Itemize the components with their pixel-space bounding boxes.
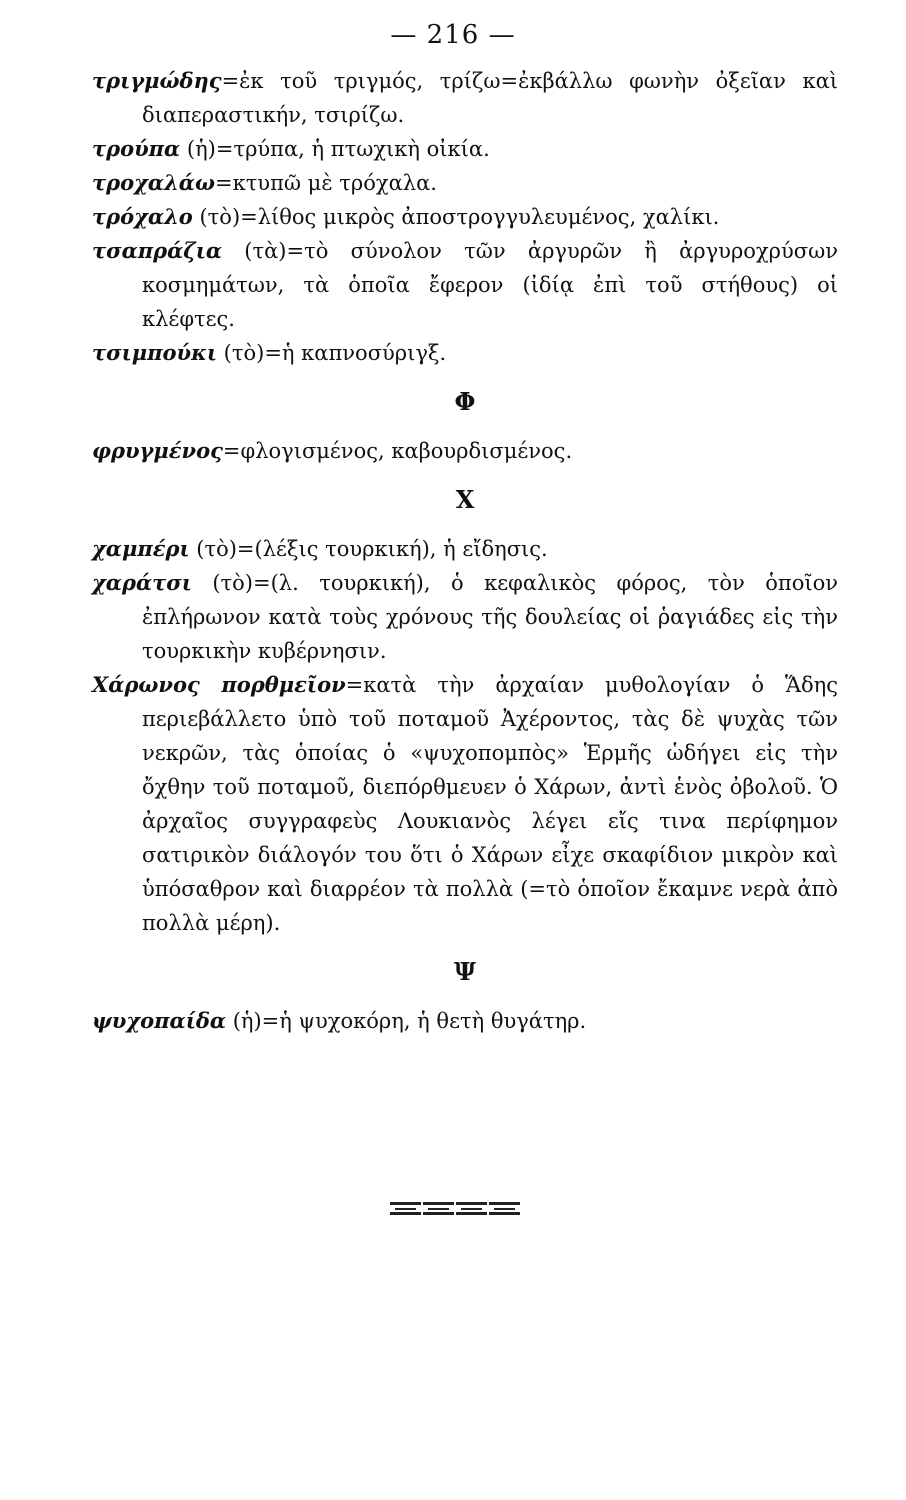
headword: τρόχαλο bbox=[92, 204, 193, 229]
glossary-entry bbox=[92, 132, 838, 166]
end-ornament bbox=[390, 1202, 520, 1215]
headword: χαμπέρι bbox=[92, 536, 190, 561]
glossary-content bbox=[92, 64, 838, 1038]
ornament-segment bbox=[456, 1202, 487, 1215]
definition: (τὰ)=τὸ σύνολον τῶν ἀργυρῶν ἢ ἀργυροχρύσων κοσμημάτων, τὰ ὁποῖα ἔφερον (ἰδίᾳ ἐπὶ τοῦ στήθους) οἱ κλέφτες. bbox=[142, 239, 838, 331]
headword: τριγμώδης bbox=[92, 68, 222, 93]
headword: Χάρωνος πορθμεῖον bbox=[92, 672, 346, 697]
glossary-entry bbox=[92, 336, 838, 370]
glossary-entry bbox=[92, 532, 838, 566]
glossary-entry bbox=[92, 668, 838, 940]
glossary-entry bbox=[92, 1004, 838, 1038]
glossary-entry bbox=[92, 434, 838, 468]
glossary-entry bbox=[92, 566, 838, 668]
definition: (τὸ)=(λέξις τουρκική), ἡ εἴδησις. bbox=[189, 537, 548, 561]
glossary-entry bbox=[92, 234, 838, 336]
ornament-segment bbox=[390, 1202, 421, 1215]
definition: =κτυπῶ μὲ τρόχαλα. bbox=[214, 171, 437, 195]
definition: (τὸ)=(λ. τουρκική), ὁ κεφαλικὸς φόρος, τὸν ὁποῖον ἐπλήρωνον κατὰ τοὺς χρόνους τῆς δουλείας οἱ ῥαγιάδες εἰς τὴν τουρκικὴν κυβέρνησιν. bbox=[142, 571, 838, 663]
glossary-entry bbox=[92, 64, 838, 132]
glossary-entry bbox=[92, 166, 838, 200]
headword: ψυχοπαίδα bbox=[92, 1008, 227, 1033]
definition: =ἐκ τοῦ τριγμός, τρίζω=ἐκβάλλω φωνὴν ὀξεῖαν καὶ διαπεραστικήν, τσιρίζω. bbox=[142, 69, 838, 127]
glossary-entry bbox=[92, 200, 838, 234]
section-letter-chi: Χ bbox=[455, 485, 475, 514]
definition: (τὸ)=λίθος μικρὸς ἀποστρογγυλευμένος, χαλίκι. bbox=[192, 205, 720, 229]
section-letter-phi: Φ bbox=[454, 387, 476, 416]
definition: (ἡ)=ἡ ψυχοκόρη, ἡ θετὴ θυγάτηρ. bbox=[226, 1009, 587, 1033]
headword: τσιμπούκι bbox=[92, 340, 217, 365]
headword: φρυγμένος bbox=[92, 438, 223, 463]
headword: τσαπράζια bbox=[92, 238, 223, 263]
definition: =κατὰ τὴν ἀρχαίαν μυθολογίαν ὁ Ἅδης περιεβάλλετο ὑπὸ τοῦ ποταμοῦ Ἀχέροντος, τὰς δὲ ψυχὰς τῶν νεκρῶν, τὰς ὁποίας ὁ «ψυχοπομπὸς» Ἑρμῆς ὡδήγει εἰς τὴν ὄχθην τοῦ ποταμοῦ, διεπόρθμευεν ὁ Χάρων, ἀντὶ ἑνὸς ὀβολοῦ. Ὁ ἀρχαῖος συγγραφεὺς Λουκιανὸς λέγει εἴς τινα περίφημον σατιρικὸν διάλογόν του ὅτι ὁ Χάρων εἶχε σκαφίδιον μικρὸν καὶ ὑπόσαθρον καὶ διαρρέον τὰ πολλὰ (=τὸ ὁποῖον ἔκαμνε νερὰ ἀπὸ πολλὰ μέρη). bbox=[142, 673, 838, 935]
definition: =φλογισμένος, καβουρδισμένος. bbox=[222, 439, 573, 463]
definition: (τὸ)=ἡ καπνοσύριγξ. bbox=[217, 341, 447, 365]
headword: τρούπα bbox=[92, 136, 181, 161]
definition: (ἡ)=τρύπα, ἡ πτωχικὴ οἰκία. bbox=[180, 137, 490, 161]
headword: τροχαλάω bbox=[92, 170, 215, 195]
page-number: — 216 — bbox=[390, 20, 516, 50]
ornament-segment bbox=[423, 1202, 454, 1215]
headword: χαράτσι bbox=[92, 570, 192, 595]
ornament-segment bbox=[489, 1202, 520, 1215]
section-letter-psi: Ψ bbox=[454, 957, 476, 986]
